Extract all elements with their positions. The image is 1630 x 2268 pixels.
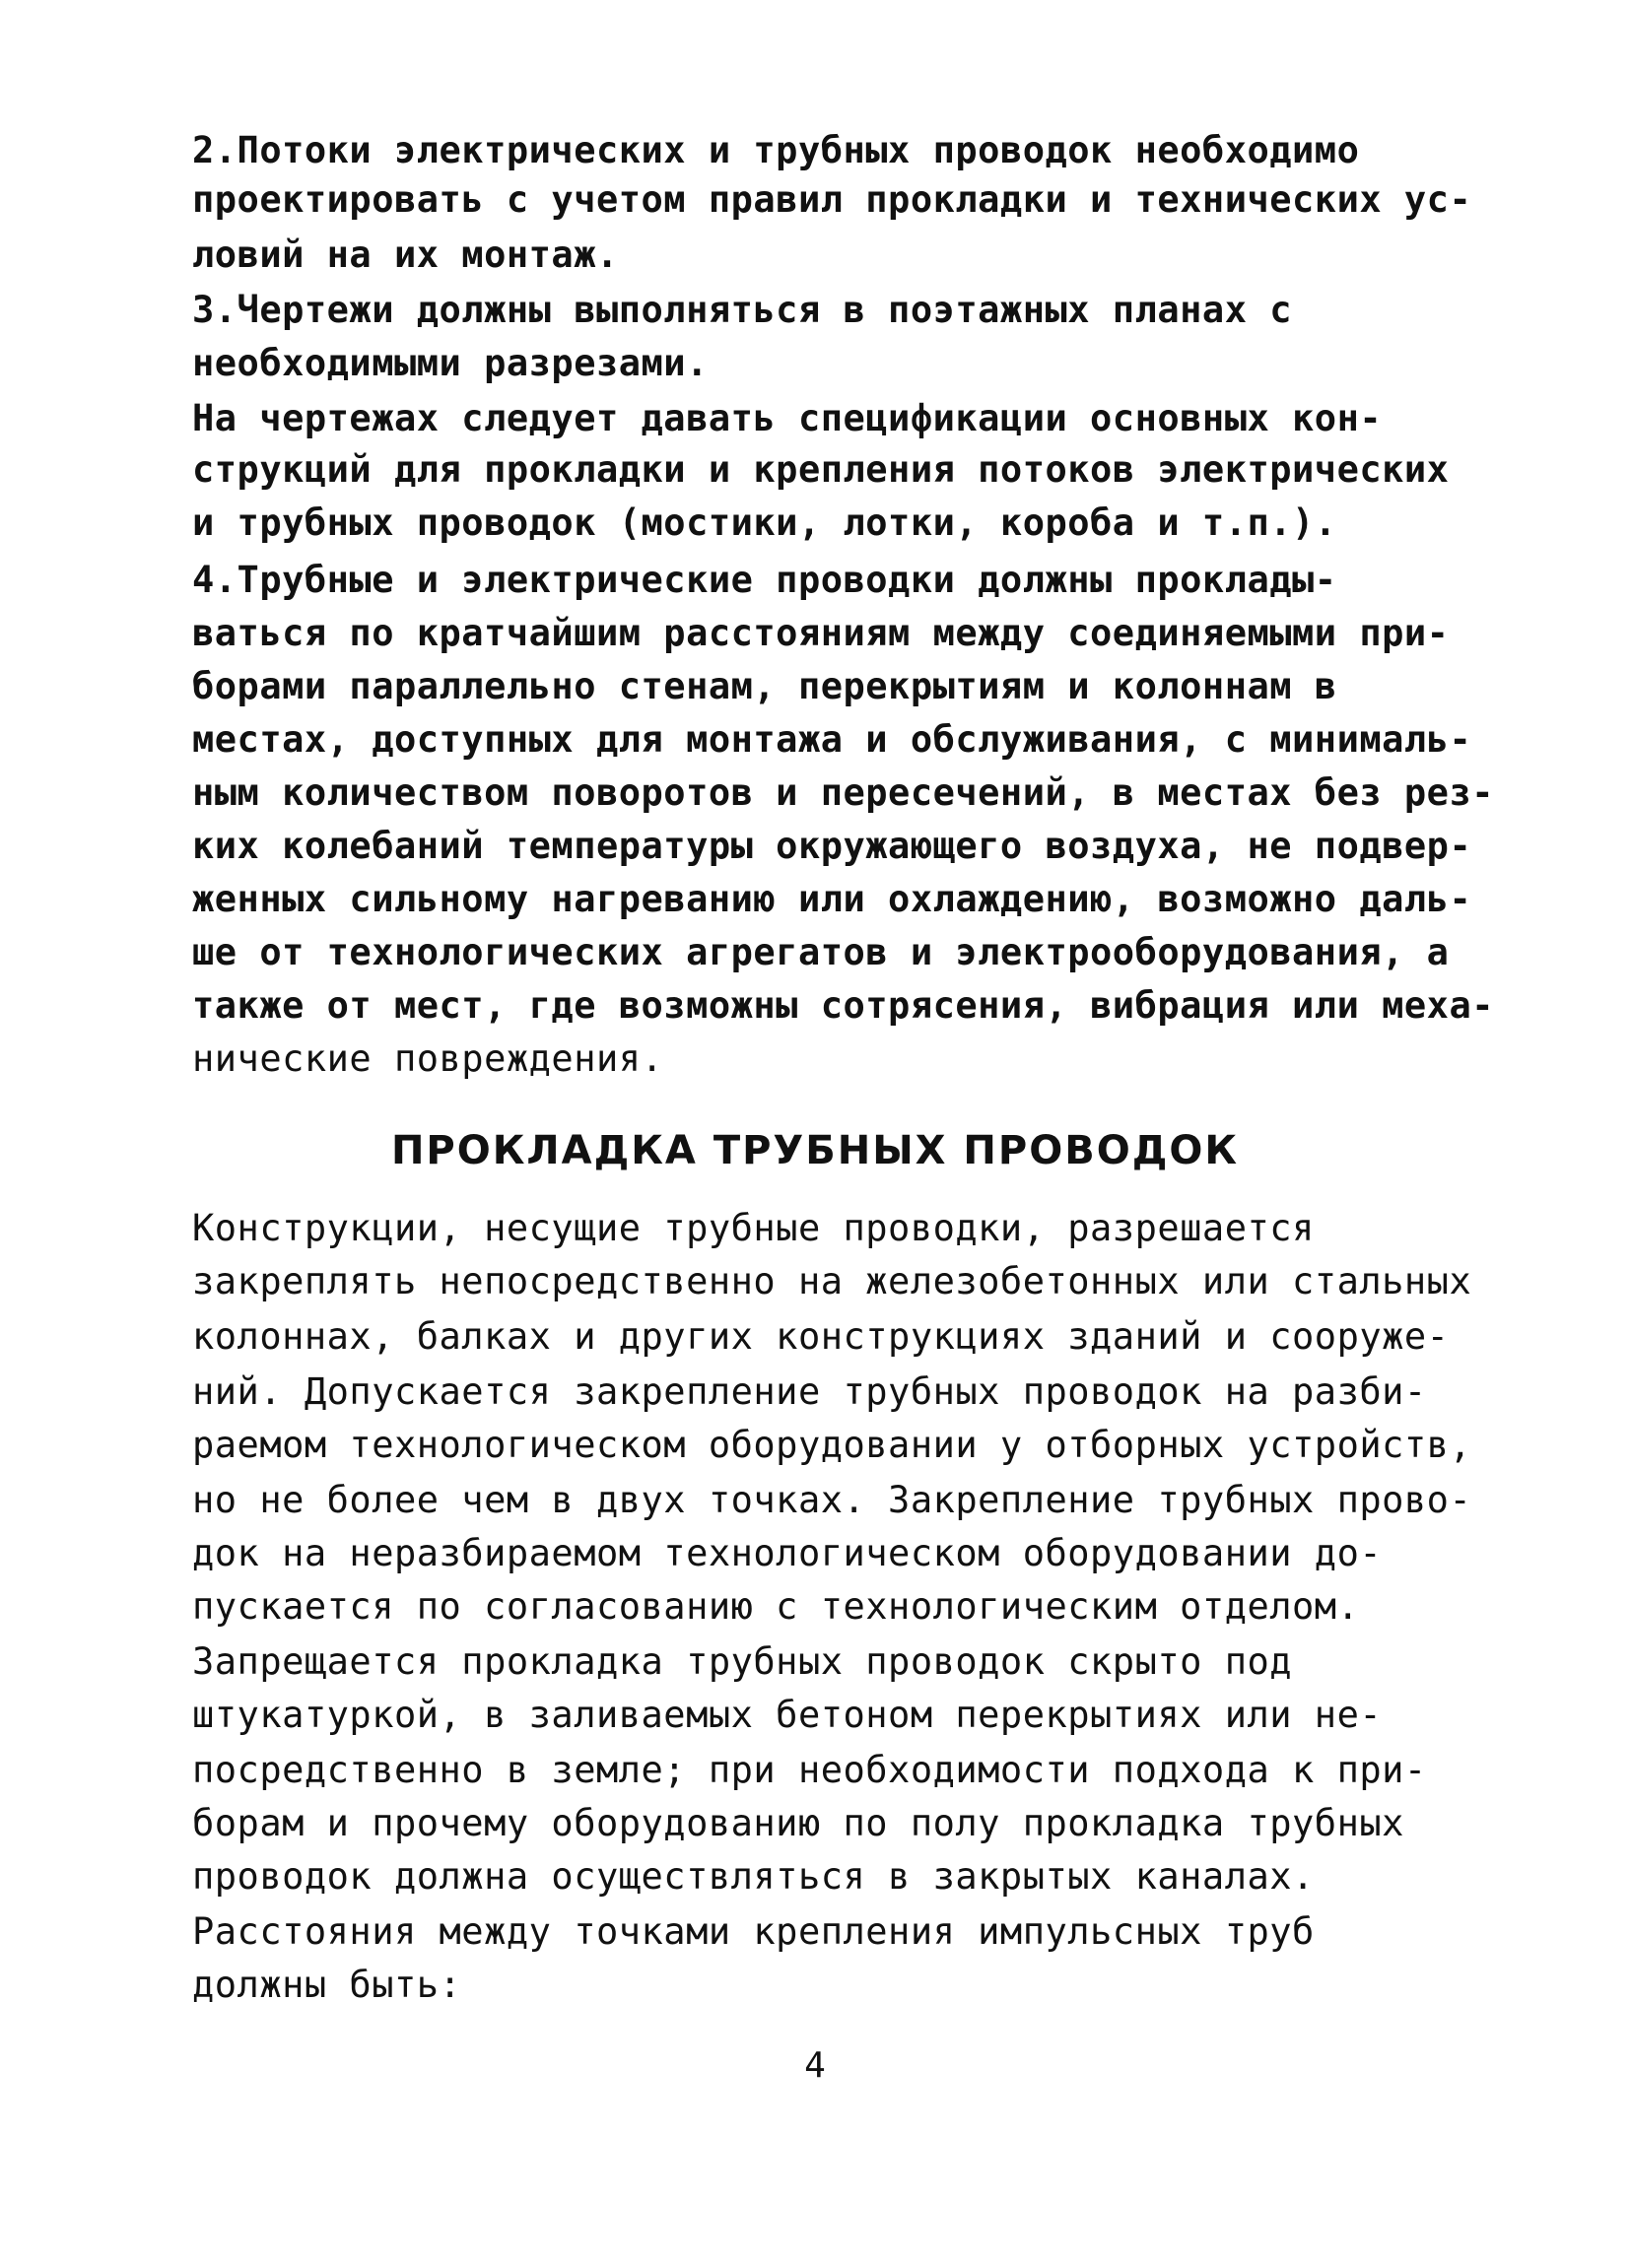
text-line: Конструкции, несущие трубные проводки, разрешается: [192, 1207, 1315, 1249]
text-line: проектировать с учетом правил прокладки и технических ус-: [192, 178, 1472, 221]
section-heading: ПРОКЛАДКА ТРУБНЫХ ПРОВОДОК: [390, 1128, 1240, 1173]
text-line: проводок должна осуществляться в закрытых каналах.: [192, 1855, 1315, 1898]
text-line: 2.Потоки электрических и трубных проводок необходимо: [192, 129, 1360, 171]
text-line: закреплять непосредственно на железобетонных или стальных: [192, 1260, 1472, 1302]
text-line: но не более чем в двух точках. Закрепление трубных прово-: [192, 1479, 1472, 1521]
text-line: штукатуркой, в заливаемых бетоном перекрытиях или не-: [192, 1694, 1383, 1736]
text-line: колоннах, балках и других конструкциях зданий и сооруже-: [192, 1315, 1450, 1358]
text-line: женных сильному нагреванию или охлаждению, возможно даль-: [192, 878, 1472, 920]
text-line: ких колебаний температуры окружающего воздуха, не подвер-: [192, 825, 1472, 867]
text-line: Запрещается прокладка трубных проводок скрыто под: [192, 1640, 1293, 1683]
text-line: ваться по кратчайшим расстояниям между соединяемыми при-: [192, 612, 1450, 654]
text-line: 3.Чертежи должны выполняться в поэтажных планах с: [192, 289, 1293, 331]
text-line: Расстояния между точками крепления импульсных труб: [192, 1910, 1315, 1953]
text-line: 4.Трубные и электрические проводки должны проклады-: [192, 559, 1337, 601]
text-line: док на неразбираемом технологическом оборудовании до-: [192, 1532, 1383, 1574]
text-line: На чертежах следует давать спецификации основных кон-: [192, 397, 1383, 439]
text-line: и трубных проводок (мостики, лотки, короба и т.п.).: [192, 501, 1337, 544]
page-number: 4: [804, 2045, 826, 2086]
text-line: раемом технологическом оборудовании у отборных устройств,: [192, 1424, 1472, 1466]
text-line: также от мест, где возможны сотрясения, вибрация или меха-: [192, 984, 1495, 1027]
text-line: борами параллельно стенам, перекрытиям и колоннам в: [192, 665, 1337, 707]
text-line: ше от технологических агрегатов и электрооборудования, а: [192, 931, 1450, 973]
text-line: местах, доступных для монтажа и обслуживания, с минималь-: [192, 718, 1472, 761]
text-line: борам и прочему оборудованию по полу прокладка трубных: [192, 1802, 1404, 1844]
text-line: ловий на их монтаж.: [192, 233, 619, 276]
text-line: необходимыми разрезами.: [192, 342, 709, 384]
text-line: нические повреждения.: [192, 1037, 664, 1080]
text-line: ний. Допускается закрепление трубных проводок на разби-: [192, 1370, 1427, 1413]
text-line: пускается по согласованию с технологическим отделом.: [192, 1585, 1360, 1628]
text-line: должны быть:: [192, 1964, 462, 2006]
text-line: ным количеством поворотов и пересечений, в местах без рез-: [192, 771, 1495, 814]
text-line: струкций для прокладки и крепления потоков электрических: [192, 448, 1450, 491]
text-line: посредственно в земле; при необходимости подхода к при-: [192, 1749, 1427, 1791]
